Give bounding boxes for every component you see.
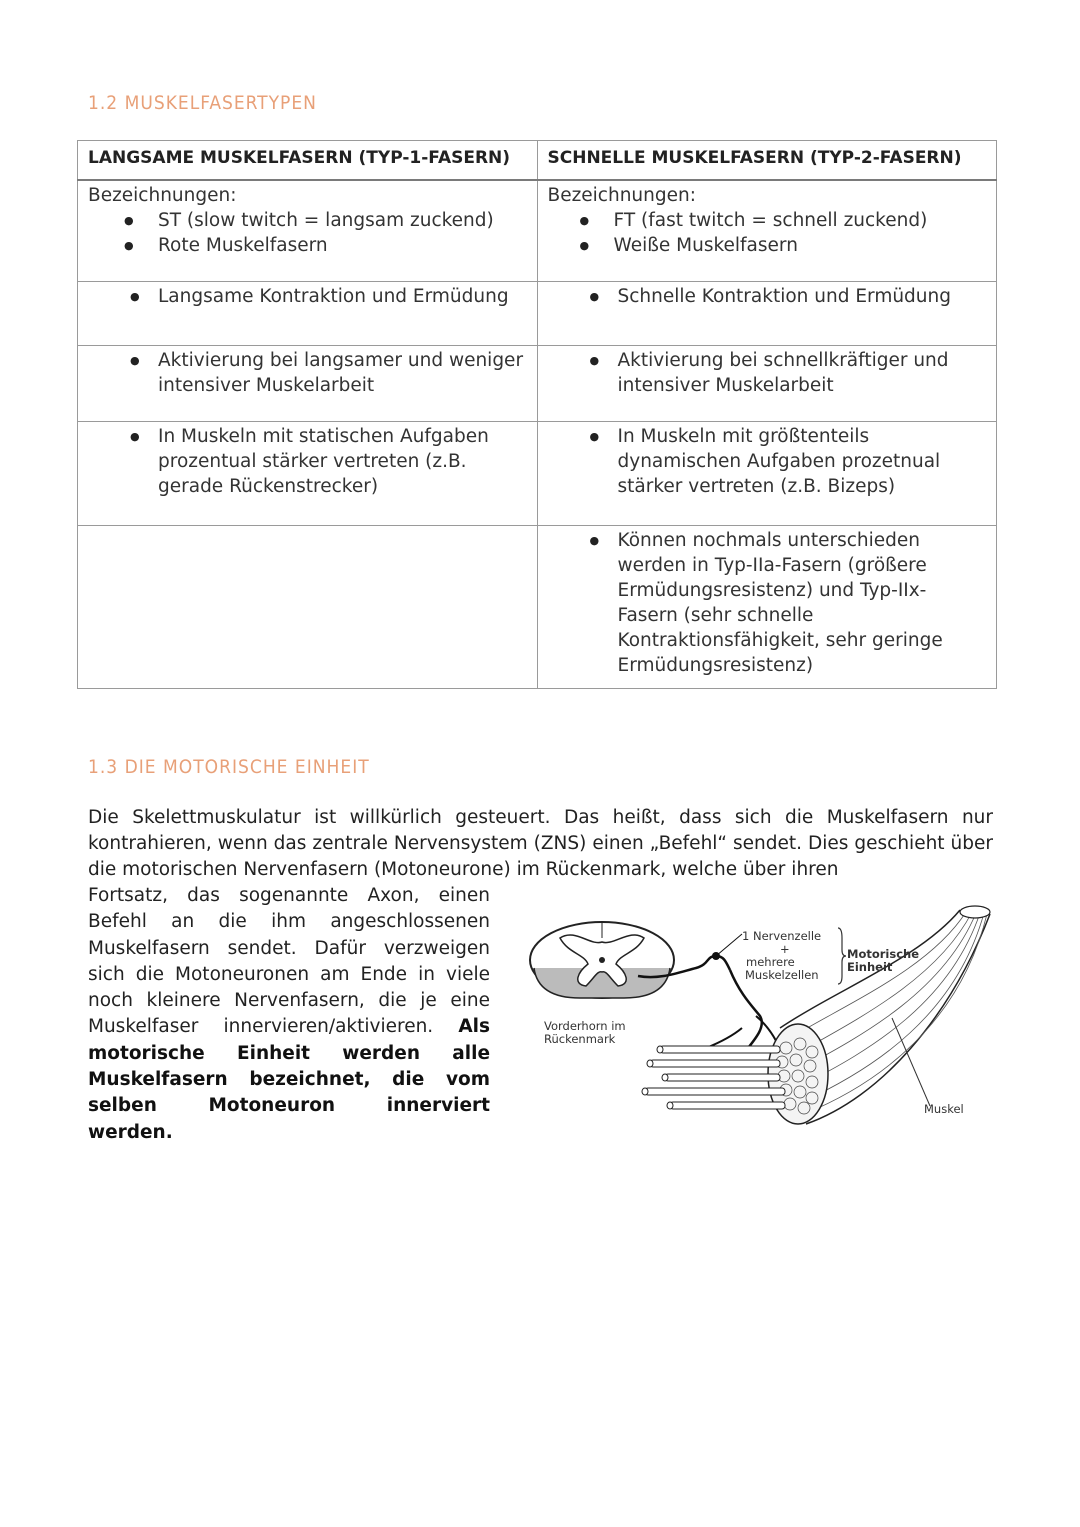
list-item: ● FT (fast twitch = schnell zuckend) [548,208,987,233]
cell-left [78,180,538,281]
cell-left [78,345,538,421]
list-item: ● Aktivierung bei schnellkräftiger und intensiver Muskelarbeit [548,348,987,398]
cell-right [537,421,997,525]
label-muskelzellen: Muskelzellen [745,968,819,982]
paragraph-axon-text: Fortsatz, das sogenannte Axon, einen Befehl an die ihm angeschlossenen Muskelfasern sendet. Dafür verzweigen sich die Motoneuronen am Ende in viele noch kleinere Nervenfasern, die je eine Muskelfaser innervieren/aktivieren. [88,885,490,1038]
column-header-fast: SCHNELLE MUSKELFASERN (TYP-2-FASERN) [537,141,997,181]
list-item: ● Schnelle Kontraktion und Ermüdung [548,284,987,309]
list-item: ● In Muskeln mit größtenteils dynamischen Aufgaben prozetnual stärker vertreten (z.B. Bizeps) [548,424,987,499]
table-row [78,525,997,688]
table-row [78,180,997,281]
cell-left [78,421,538,525]
label-einheit: Einheit [847,960,893,974]
list-item: ● Aktivierung bei langsamer und weniger intensiver Muskelarbeit [88,348,527,398]
list-item: ● Können nochmals unterschieden werden in Typ-IIa-Fasern (größere Ermüdungsresistenz) und Typ-IIx-Fasern (sehr schnelle Kontraktionsfähigkeit, sehr geringe Ermüdungsresistenz) [548,528,987,678]
cell-right [537,281,997,345]
label-muskel: Muskel [924,1102,964,1116]
list-item: ● Rote Muskelfasern [88,233,527,258]
cell-left [78,281,538,345]
label-mehrere: mehrere [746,955,795,969]
spinal-cord-illustration [530,922,674,998]
column-header-slow: LANGSAME MUSKELFASERN (TYP-1-FASERN) [78,141,538,181]
motor-unit-diagram [520,898,1000,1128]
table-row [78,281,997,345]
list-item: ● In Muskeln mit statischen Aufgaben prozentual stärker vertreten (z.B. gerade Rückenstrecker) [88,424,527,499]
list-item: ● Weiße Muskelfasern [548,233,987,258]
label-rueckenmark: Rückenmark [544,1032,616,1046]
table-row [78,421,997,525]
cell-right [537,525,997,688]
label-nervenzelle: 1 Nervenzelle [742,929,822,943]
paragraph-axon [88,883,490,1146]
paragraph-intro: Die Skelettmuskulatur ist willkürlich gesteuert. Das heißt, dass sich die Muskelfasern nur kontrahieren, wenn das zentrale Nervensystem (ZNS) einen „Befehl“ sendet. Dies geschieht über die motorischen Nervenfasern (Motoneurone) im Rückenmark, welche über ihren [88,807,993,880]
list-item: ● Langsame Kontraktion und Ermüdung [88,284,527,309]
label-bezeichnungen: Bezeichnungen: [547,185,696,206]
cell-right [537,180,997,281]
definition-motorische-einheit: Als motorische Einheit werden alle Muskelfasern bezeichnet, die vom selben Motoneuron innerviert werden. [88,1016,490,1143]
label-bezeichnungen: Bezeichnungen: [88,185,237,206]
label-plus: + [780,942,790,956]
section-heading-muskelfasertypen: 1.2 MUSKELFASERTYPEN [88,92,317,114]
section-heading-motorische-einheit: 1.3 DIE MOTORISCHE EINHEIT [88,756,370,778]
fiber-types-table [77,140,997,689]
label-motorische: Motorische [847,947,920,961]
table-row [78,345,997,421]
cell-right [537,345,997,421]
label-vorderhorn: Vorderhorn im [544,1019,626,1033]
cell-left-empty [78,525,538,688]
list-item: ● ST (slow twitch = langsam zuckend) [88,208,527,233]
